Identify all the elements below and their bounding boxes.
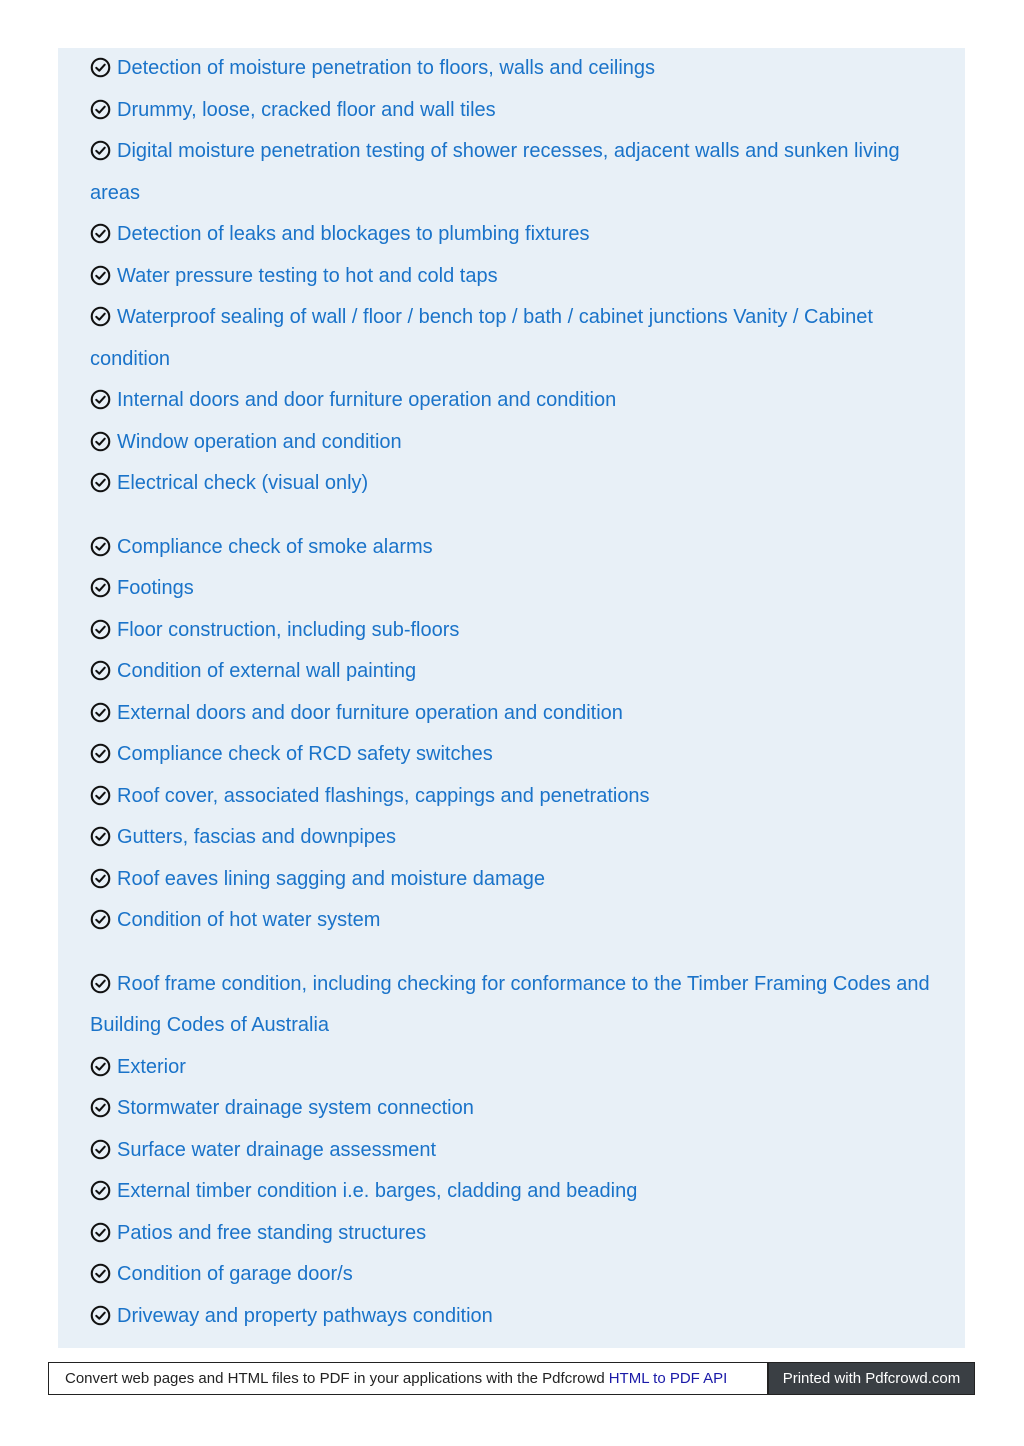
checklist-item-label: Compliance check of RCD safety switches [117,743,493,765]
check-circle-icon [90,1305,111,1326]
check-circle-icon [90,577,111,598]
check-circle-icon [90,140,111,161]
checklist-item-label: Roof frame condition, including checking for conformance to the Timber Framing Codes and Building Codes of Australia [90,972,930,1036]
checklist-item[interactable] [90,900,940,942]
checklist-item[interactable] [90,964,940,1047]
checklist-item[interactable] [90,463,940,505]
checklist-item[interactable] [90,1130,940,1172]
check-circle-icon [90,1180,111,1201]
checklist-item[interactable] [90,256,940,298]
checklist-item-label: Patios and free standing structures [117,1221,427,1244]
checklist-item[interactable] [90,214,940,256]
checklist-item[interactable] [90,1296,940,1338]
checklist-item[interactable] [90,568,940,610]
checklist-item-label: Roof cover, associated flashings, cappings and penetrations [117,784,650,807]
checklist-item[interactable] [90,90,940,132]
checklist-item[interactable] [90,380,940,422]
check-circle-icon [90,1139,111,1160]
checklist-item[interactable] [90,1254,940,1296]
checklist-item-label: Condition of external wall painting [117,660,417,682]
checklist-item[interactable] [90,610,940,652]
checklist-item-label: Driveway and property pathways condition [117,1304,493,1327]
checklist-item[interactable] [90,1047,940,1089]
checklist-item[interactable] [90,48,940,90]
check-circle-icon [90,57,111,78]
checklist-item-label: Internal doors and door furniture operation and condition [117,389,617,411]
checklist-item-label: Digital moisture penetration testing of shower recesses, adjacent walls and sunken living areas [90,140,900,204]
check-circle-icon [90,1222,111,1243]
checklist-item[interactable] [90,1088,940,1130]
inspection-checklist [90,48,940,1337]
check-circle-icon [90,265,111,286]
checklist-item[interactable] [90,422,940,464]
checklist-item[interactable] [90,693,940,735]
checklist-item[interactable] [90,131,940,214]
checklist-item[interactable] [90,1213,940,1255]
check-circle-icon [90,909,111,930]
checklist-item-label: Gutters, fascias and downpipes [117,826,397,848]
checklist-item-label: Detection of leaks and blockages to plumbing fixtures [117,223,590,245]
footer-promo-text: Convert web pages and HTML files to PDF in your applications with the Pdfcrowd [65,1370,605,1387]
checklist-item[interactable] [90,527,940,569]
group-spacer [90,942,940,964]
check-circle-icon [90,223,111,244]
checklist-item[interactable] [90,859,940,901]
check-circle-icon [90,619,111,640]
check-circle-icon [90,826,111,847]
checklist-item[interactable] [90,734,940,776]
checklist-item-label: External doors and door furniture operation and condition [117,701,623,724]
checklist-item-label: Footings [117,577,194,599]
checklist-item[interactable] [90,1171,940,1213]
pdf-footer [48,1362,975,1395]
printed-with-badge[interactable] [768,1362,975,1395]
check-circle-icon [90,660,111,681]
html-to-pdf-api-link[interactable]: HTML to PDF API [608,1370,728,1387]
checklist-item[interactable] [90,297,940,380]
check-circle-icon [90,1263,111,1284]
check-circle-icon [90,743,111,764]
check-circle-icon [90,472,111,493]
check-circle-icon [90,431,111,452]
check-circle-icon [90,702,111,723]
check-circle-icon [90,306,111,327]
check-circle-icon [90,536,111,557]
checklist-item-label: Electrical check (visual only) [117,472,369,494]
checklist-item-label: Surface water drainage assessment [117,1138,437,1161]
checklist-item-label: Window operation and condition [117,430,402,453]
checklist-item-label: Floor construction, including sub-floors [117,618,460,641]
check-circle-icon [90,1097,111,1118]
checklist-item[interactable] [90,776,940,818]
checklist-panel [58,48,965,1348]
check-circle-icon [90,785,111,806]
checklist-item-label: Drummy, loose, cracked floor and wall tiles [117,98,496,121]
checklist-item[interactable] [90,651,940,693]
checklist-item-label: Roof eaves lining sagging and moisture damage [117,867,546,890]
group-spacer [90,505,940,527]
footer-promo [48,1362,768,1395]
printed-with-text: Printed with Pdfcrowd.com [782,1370,961,1387]
checklist-item-label: Stormwater drainage system connection [117,1097,474,1119]
check-circle-icon [90,389,111,410]
checklist-item-label: Condition of garage door/s [117,1263,353,1285]
check-circle-icon [90,973,111,994]
checklist-item[interactable] [90,817,940,859]
checklist-item-label: Condition of hot water system [117,909,381,931]
check-circle-icon [90,99,111,120]
checklist-item-label: External timber condition i.e. barges, cladding and beading [117,1180,638,1202]
check-circle-icon [90,868,111,889]
checklist-item-label: Water pressure testing to hot and cold taps [117,264,498,287]
check-circle-icon [90,1056,111,1077]
checklist-item-label: Exterior [117,1055,186,1078]
checklist-item-label: Compliance check of smoke alarms [117,535,433,558]
checklist-item-label: Detection of moisture penetration to floors, walls and ceilings [117,57,656,79]
checklist-item-label: Waterproof sealing of wall / floor / bench top / bath / cabinet junctions Vanity / Cabinet condition [90,306,873,370]
